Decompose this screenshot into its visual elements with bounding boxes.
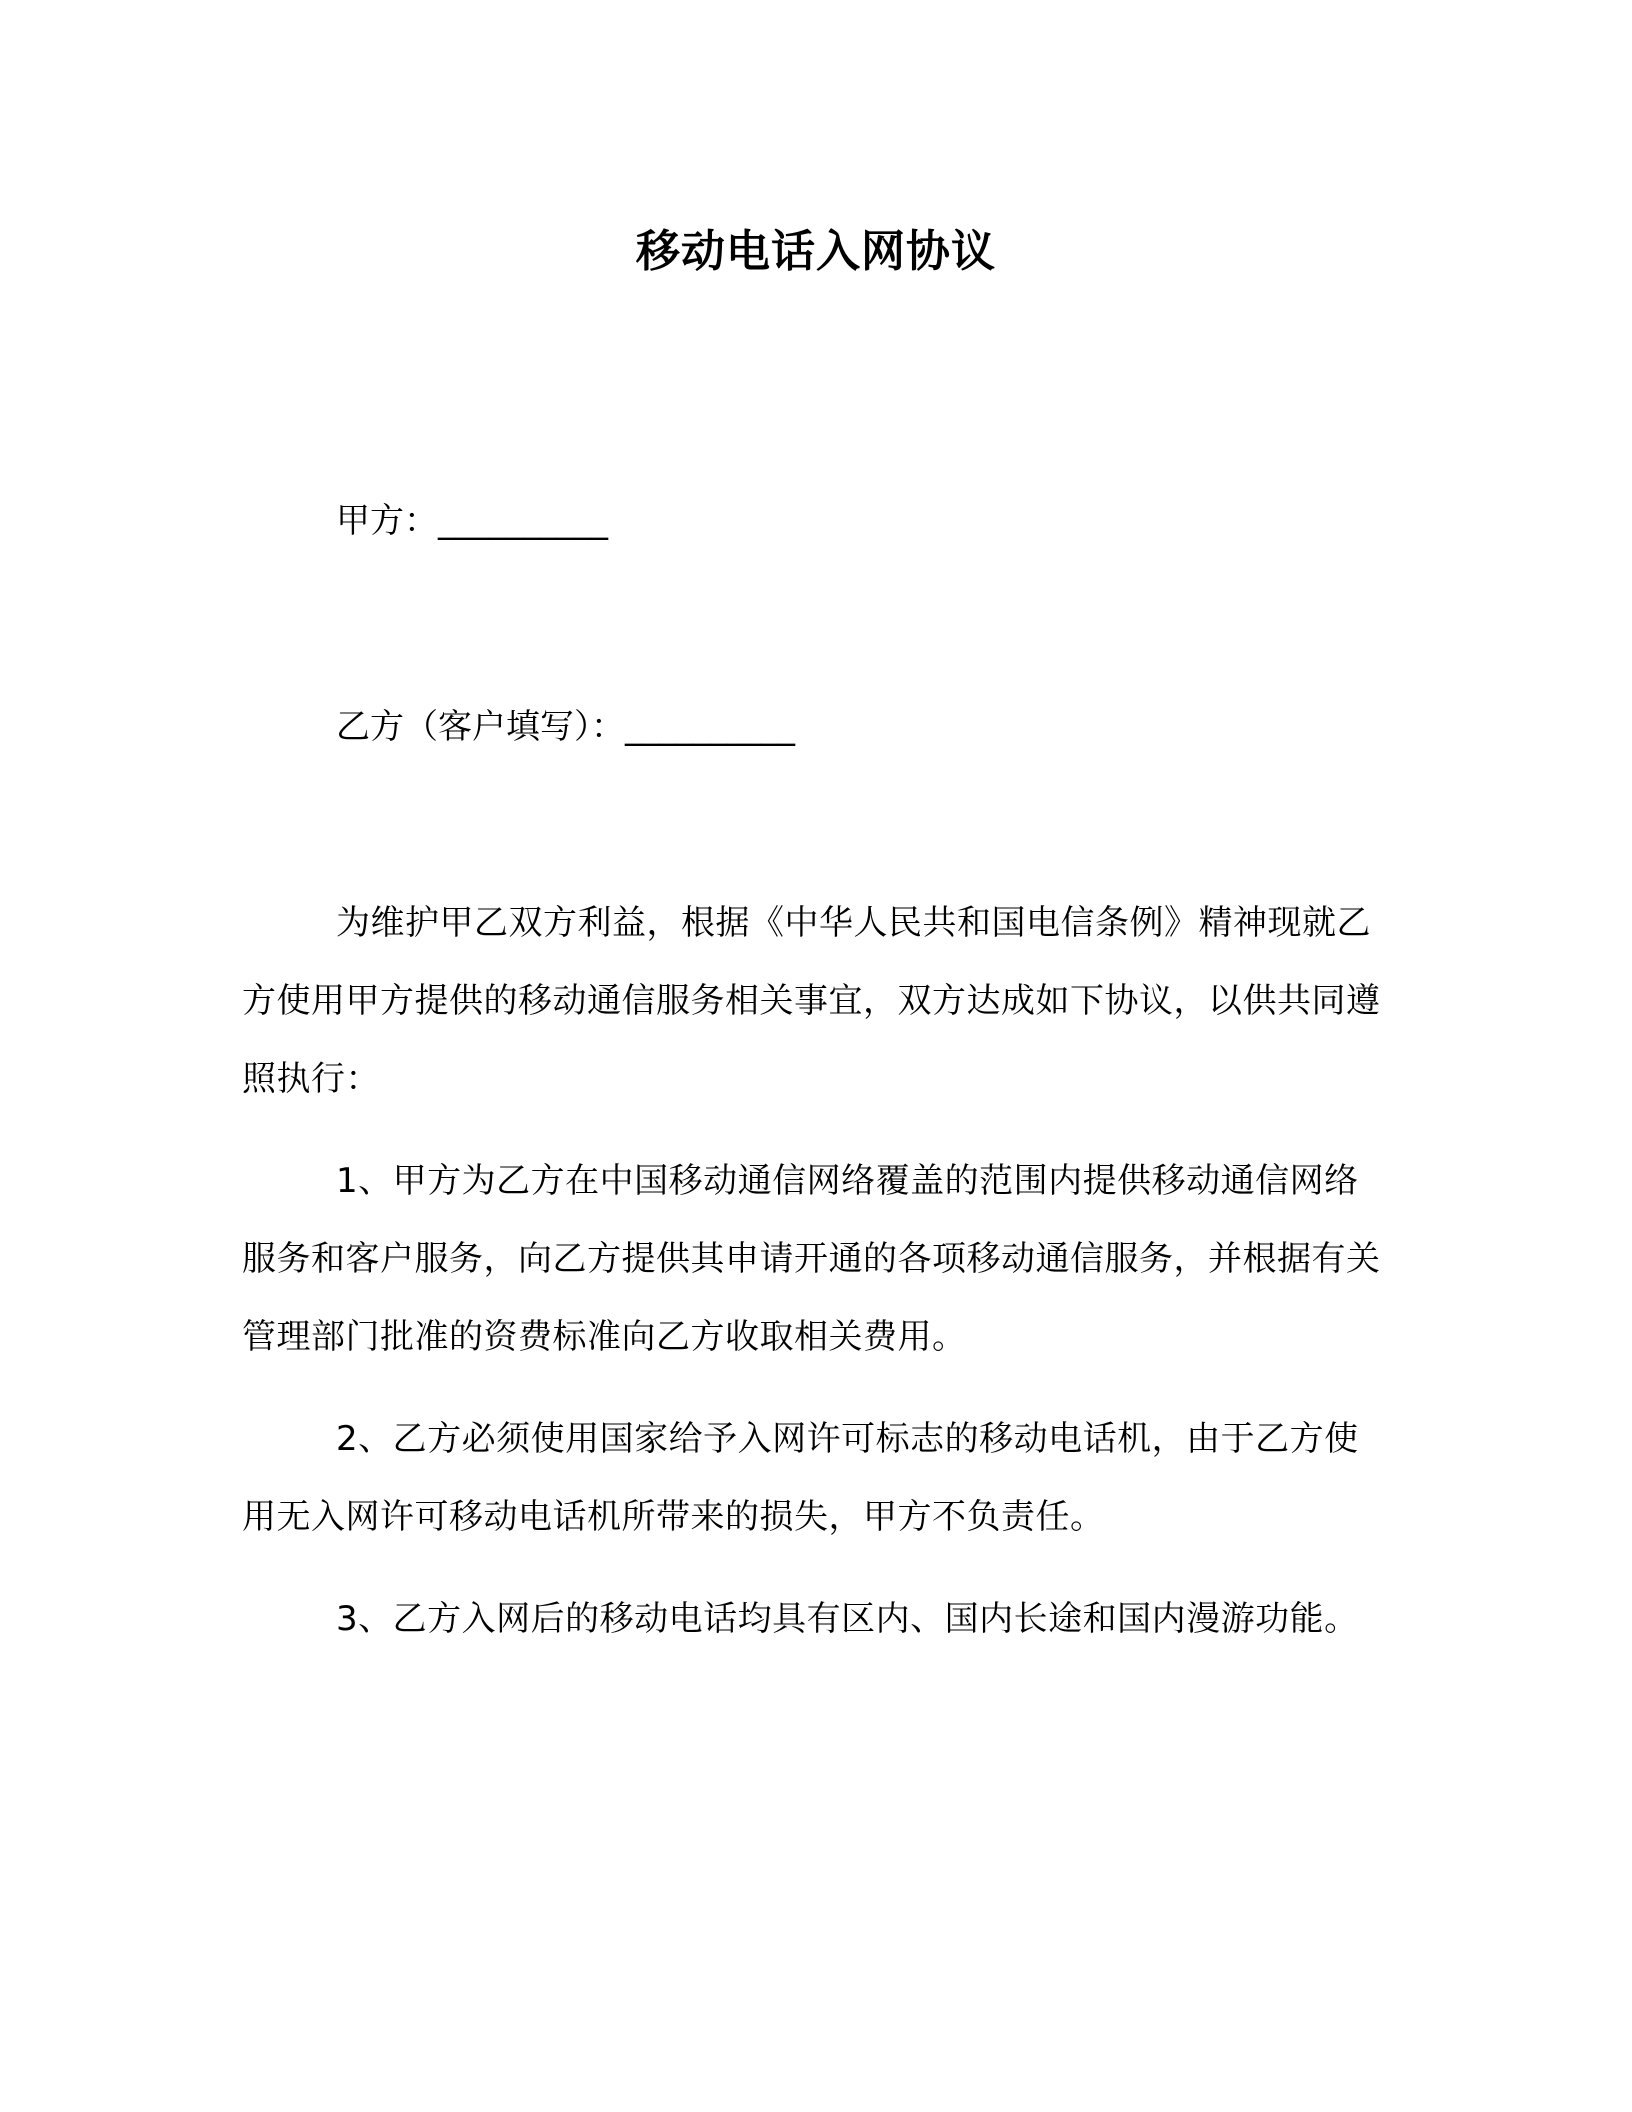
clause-1-text: 1、甲方为乙方在中国移动通信网络覆盖的范围内提供移动通信网络服务和客户服务，向乙方提供其申请开通的各项移动通信服务，并根据有关管理部门批准的资费标准向乙方收取相关费用。 [242, 1161, 1381, 1357]
clause-2-paragraph [242, 1400, 1382, 1556]
intro-text: 为维护甲乙双方利益，根据《中华人民共和国电信条例》精神现就乙方使用甲方提供的移动通信服务相关事宜，双方达成如下协议，以供共同遵照执行： [242, 903, 1381, 1099]
party-a-line: 甲方：__________ [336, 501, 608, 541]
intro-paragraph [242, 884, 1382, 1118]
clause-3-paragraph [242, 1580, 1382, 1658]
party-b-line: 乙方（客户填写）：__________ [336, 707, 795, 747]
clause-3-text: 3、乙方入网后的移动电话均具有区内、国内长途和国内漫游功能。 [336, 1599, 1359, 1639]
document-title: 移动电话入网协议 [636, 226, 996, 277]
clause-2-text: 2、乙方必须使用国家给予入网许可标志的移动电话机，由于乙方使用无入网许可移动电话机所带来的损失，甲方不负责任。 [242, 1419, 1359, 1537]
clause-1-paragraph [242, 1142, 1382, 1376]
